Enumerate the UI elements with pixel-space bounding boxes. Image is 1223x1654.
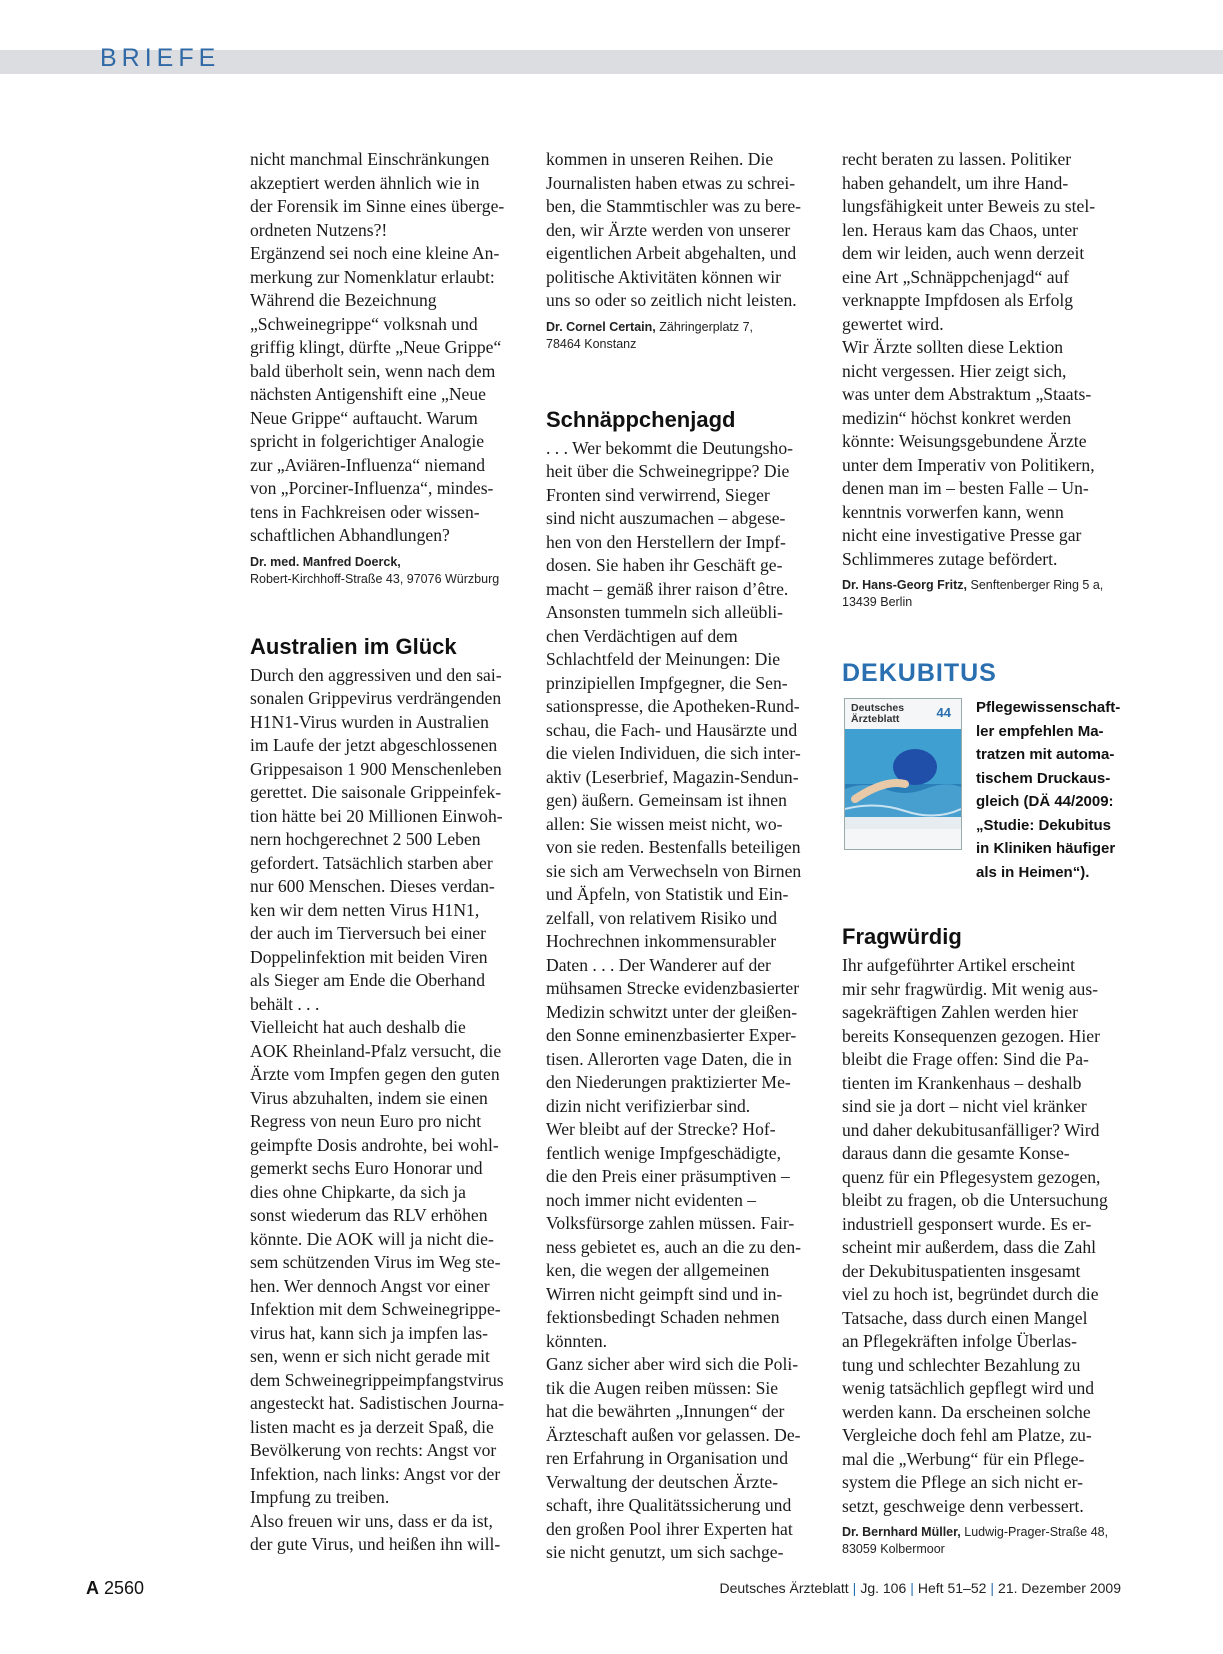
section-label: BRIEFE xyxy=(100,44,221,72)
swimmer-illustration xyxy=(845,729,961,829)
author-name: Dr. Cornel Certain, xyxy=(546,319,656,334)
letter-heading: Fragwürdig xyxy=(842,924,962,949)
letter-signature xyxy=(842,577,1126,611)
letter-text: kommen in unseren Reihen. Die Journalisten haben etwas zu schrei- ben, die Stammtischler was zu bere- den, wir Ärzte werden von unserer eigentlichen Arbeit abgehalten, und politische Aktivitäten können wir uns so oder so zeitlich nicht leisten. xyxy=(546,149,802,310)
separator: | xyxy=(852,1580,857,1596)
author-name: Dr. med. Manfred Doerck, xyxy=(250,554,401,569)
author-name: Dr. Hans-Georg Fritz, xyxy=(842,578,968,592)
topic-reference xyxy=(842,692,1126,892)
author-address: Senftenberger Ring 5 a, 13439 Berlin xyxy=(842,578,1104,609)
separator: | xyxy=(990,1580,995,1596)
page-number xyxy=(86,1578,144,1599)
cover-issue-number: 44 xyxy=(936,705,951,720)
letter-signature xyxy=(546,319,824,353)
column-2 xyxy=(546,148,824,1565)
author-name: Dr. Bernhard Müller, xyxy=(842,1525,961,1539)
letter-text: Ihr aufgeführter Artikel erscheint mir sehr fragwürdig. Mit wenig aus- sagekräftigen Zahlen werden hier bereits Konsequenzen gezogen. Hier bleibt die Frage offen: Sind die Pa- tienten im Krankenhaus – deshalb sind sie ja dort – nicht viel kränker und daher dekubitusanfälliger? Wird daraus dann die gesamte Konse- quenz für ein Pflegesystem gezogen, bleibt zu fragen, ob die Untersuchung industriell gesponsert wurde. Es er- scheint mir außerdem, dass die Zahl der Dekubituspatienten insgesamt viel zu hoch ist, begründet durch die Tatsache, dass durch einen Mangel an Pflegekräften infolge Überlas- tung und schlechter Bezahlung zu wenig tatsächlich gepflegt wird und werden kann. Da erscheinen solche Vergleiche doch fehl am Platze, zu- mal die „Werbung“ für ein Pflege- system die Pflege an sich nicht er- setzt, geschweige denn verbessert. xyxy=(842,955,1108,1516)
letter-text: nicht manchmal Einschränkungen akzeptiert werden ähnlich wie in der Forensik im Sinne eines überge- ordneten Nutzens?! Ergänzend sei noch eine kleine An- merkung zur Nomenklatur erlaubt: Während die Bezeichnung „Schweinegrippe“ volksnah und griffig klingt, dürfte „Neue Grippe“ bald überholt sein, wenn nach dem nächsten Antigenshift eine „Neue Neue Grippe“ auftaucht. Warum spricht in folgerichtiger Analogie zur „Aviären-Influenza“ niemand von „Porciner-Influenza“, mindes- tens in Fachkreisen oder wissen- schaftlichen Abhandlungen? xyxy=(250,149,505,545)
cover-title: Deutsches Ärzteblatt xyxy=(851,702,905,725)
letter-text: Durch den aggressiven und den sai- sonalen Grippevirus verdrängenden H1N1-Virus wurden in Australien im Laufe der jetzt abgeschlossenen Grippesaison 1 900 Menschenleben gerettet. Die saisonale Grippeinfek- tion hätte bei 20 Millionen Einwoh- nern hochgerechnet 2 500 Leben gefordert. Tatsächlich starben aber nur 600 Menschen. Dieses verdan- ken wir dem netten Virus H1N1, der auch im Tierversuch bei einer Doppelinfektion mit beiden Viren als Sieger am Ende die Oberhand behält . . . Vielleicht hat auch deshalb die AOK Rheinland-Pfalz versucht, die Ärzte vom Impfen gegen den guten Virus abzuhalten, indem sie einen Regress von neun Euro pro nicht geimpfte Dosis androhte, bei wohl- gemerkt sechs Euro Honorar und dies ohne Chipkarte, da sich ja sonst wiederum das RLV erhöhen könnte. Die AOK will ja nicht die- sem schützenden Virus im Weg ste- hen. Wer dennoch Angst vor einer Infektion mit dem Schweinegrippe- virus hat, kann sich ja impfen las- sen, wenn er sich nicht gerade mit dem Schweinegrippeimpfangstvirus angesteckt hat. Sadistischen Journa- listen macht es ja derzeit Spaß, die Bevölkerung von rechts: Angst vor Infektion, nach links: Angst vor der Impfung zu treiben. Also freuen wir uns, dass er da ist, der gute Virus, und heißen ihn will- xyxy=(250,664,505,1554)
letter-heading: Schnäppchenjagd xyxy=(546,406,736,432)
column-1 xyxy=(250,148,528,1557)
journal-name: Deutsches Ärzteblatt xyxy=(719,1580,849,1596)
column-3 xyxy=(842,148,1126,1558)
letter-heading: Australien im Glück xyxy=(250,633,457,659)
separator: | xyxy=(910,1580,914,1596)
volume: Jg. 106 xyxy=(860,1580,907,1596)
letter-signature xyxy=(250,554,528,588)
author-address: Ludwig-Prager-Straße 48, 83059 Kolbermoor xyxy=(842,1525,1109,1556)
author-address: Zähringerplatz 7, 78464 Konstanz xyxy=(546,319,754,351)
letter-text: recht beraten zu lassen. Politiker haben gehandelt, um ihre Hand- lungsfähigkeit unter Beweis zu stel- len. Heraus kam das Chaos, unter dem wir leiden, auch wenn derzeit eine Art „Schnäppchenjagd“ auf verknappte Impfdosen als Erfolg gewertet wird. Wir Ärzte sollten diese Lektion nicht vergessen. Hier zeigt sich, was unter dem Abstraktum „Staats- medizin“ höchst konkret werden könnte: Weisungsgebundene Ärzte unter dem Imperativ von Politikern, denen man im – besten Falle – Un- kenntnis vorwerfen kann, wenn nicht eine investigative Presse gar Schlimmeres zutage befördert. xyxy=(842,149,1096,569)
letter-text: . . . Wer bekommt die Deutungsho- heit über die Schweinegrippe? Die Fronten sind verwirrend, Sieger sind nicht auszumachen – abgese- hen von den Herstellern der Impf- dosen. Sie haben ihr Geschäft ge- macht – gemäß ihrer raison d’être. Ansonsten tummeln sich alleübli- chen Verdächtigen auf dem Schlachtfeld der Meinungen: Die prinzipiellen Impfgegner, die Sen- sationspresse, die Apotheken-Rund- schau, die Fach- und Hausärzte und die vielen Individuen, die sich inter- aktiv (Leserbrief, Magazin-Sendun- gen) äußern. Gemeinsam ist ihnen allen: Sie wissen meist nicht, wo- von sie reden. Bestenfalls beteiligen sie sich am Verwechseln von Birnen und Äpfeln, von Statistik und Ein- zelfall, von relativem Risiko und Hochrechnen inkommensurabler Daten . . . Der Wanderer auf der mühsamen Strecke evidenzbasierter Medizin schwitzt unter der gleißen- den Sonne eminenzbasierter Exper- tisen. Allerorten vage Daten, die in den Niederungen praktizierter Me- dizin nicht verifizierbar sind. Wer bleibt auf der Strecke? Hof- fentlich wenige Impfgeschädigte, die den Preis einer präsumptiven – noch immer nicht evidenten – Volksfürsorge zahlen müssen. Fair- ness gebietet es, auch an die zu den- ken, die wegen der allgemeinen Wirren nicht geimpft sind und in- fektionsbedingt Schaden nehmen könnten. Ganz sicher aber wird sich die Poli- tik die Augen reiben müssen: Sie hat die bewährten „Innungen“ der Ärzteschaft außen vor gelassen. De- ren Erfahrung in Organisation und Verwaltung der deutschen Ärzte- schaft, ihre Qualitätssicherung und den großen Pool ihrer Experten hat sie nicht genutzt, um sich sachge- xyxy=(546,437,802,1562)
page-prefix: A xyxy=(86,1578,99,1598)
author-address: Robert-Kirchhoff-Straße 43, 97076 Würzburg xyxy=(250,571,500,586)
issue: Heft 51–52 xyxy=(917,1580,987,1596)
topic-title: DEKUBITUS xyxy=(842,659,997,687)
publication-info xyxy=(720,1580,1122,1596)
letter-signature xyxy=(842,1524,1126,1558)
page-number-value: 2560 xyxy=(104,1578,145,1598)
date: 21. Dezember 2009 xyxy=(998,1580,1121,1596)
topic-description: Pflegewissenschaft- ler empfehlen Ma- tratzen mit automa- tischem Druckaus- gleich (DÄ 44/2009: „Studie: Dekubitus in Kliniken häufiger als in Heimen“). xyxy=(976,699,1121,881)
magazine-cover-image xyxy=(844,698,962,850)
